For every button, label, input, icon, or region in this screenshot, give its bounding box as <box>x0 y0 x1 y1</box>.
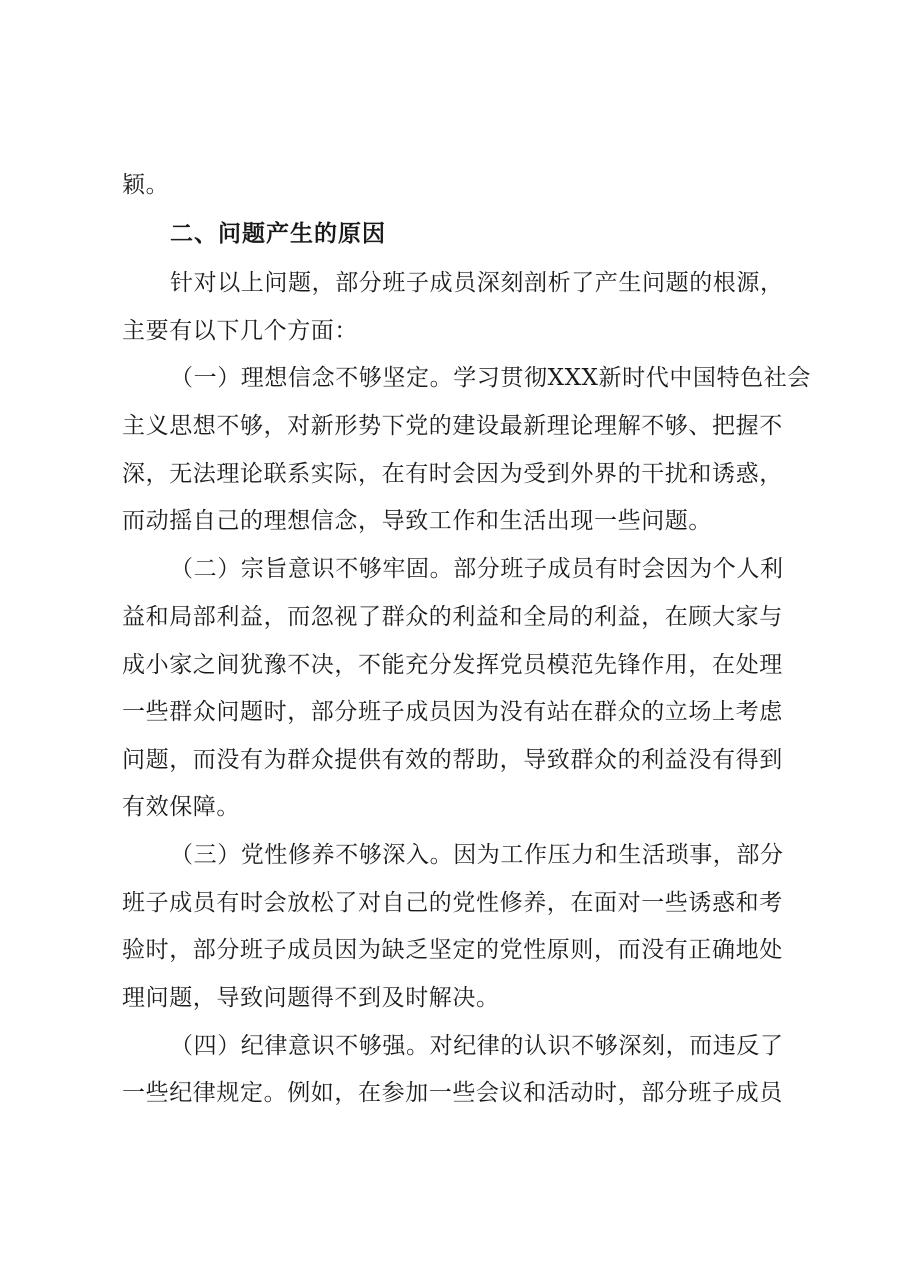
intro-line-2: 主要有以下几个方面： <box>122 318 358 344</box>
point-3-line-3: 验时，部分班子成员因为缺乏坚定的党性原则，而没有正确地处 <box>122 937 783 963</box>
point-3-line-1: （三）党性修养不够深入。因为工作压力和生活琐事，部分 <box>170 842 784 868</box>
point-2-line-5: 问题，而没有为群众提供有效的帮助，导致群众的利益没有得到 <box>122 747 783 773</box>
continuation-text: 颖。 <box>122 172 170 198</box>
point-2-line-4: 一些群众问题时，部分班子成员因为没有站在群众的立场上考虑 <box>122 699 783 725</box>
point-2-line-3: 成小家之间犹豫不决，不能充分发挥党员模范先锋作用，在处理 <box>122 652 783 678</box>
point-1-line-2: 主义思想不够，对新形势下党的建设最新理论理解不够、把握不 <box>122 413 783 439</box>
section-heading: 二、问题产生的原因 <box>170 221 386 247</box>
point-2-line-1: （二）宗旨意识不够牢固。部分班子成员有时会因为个人利 <box>170 556 784 582</box>
point-3-line-2: 班子成员有时会放松了对自己的党性修养，在面对一些诱惑和考 <box>122 890 783 916</box>
intro-line-1: 针对以上问题，部分班子成员深刻剖析了产生问题的根源， <box>170 270 784 296</box>
point-2-line-6: 有效保障。 <box>122 794 240 820</box>
point-4-line-2: 一些纪律规定。例如，在参加一些会议和活动时，部分班子成员 <box>122 1080 783 1106</box>
point-2-line-2: 益和局部利益，而忽视了群众的利益和全局的利益，在顾大家与 <box>122 604 783 630</box>
point-3-line-4: 理问题，导致问题得不到及时解决。 <box>122 985 500 1011</box>
point-1-line-4: 而动摇自己的理想信念，导致工作和生活出现一些问题。 <box>122 508 712 534</box>
point-1-line-1: （一）理想信念不够坚定。学习贯彻XXX新时代中国特色社会 <box>170 365 811 391</box>
point-1-line-3: 深，无法理论联系实际，在有时会因为受到外界的干扰和诱惑， <box>122 461 783 487</box>
point-4-line-1: （四）纪律意识不够强。对纪律的认识不够深刻，而违反了 <box>170 1033 784 1059</box>
